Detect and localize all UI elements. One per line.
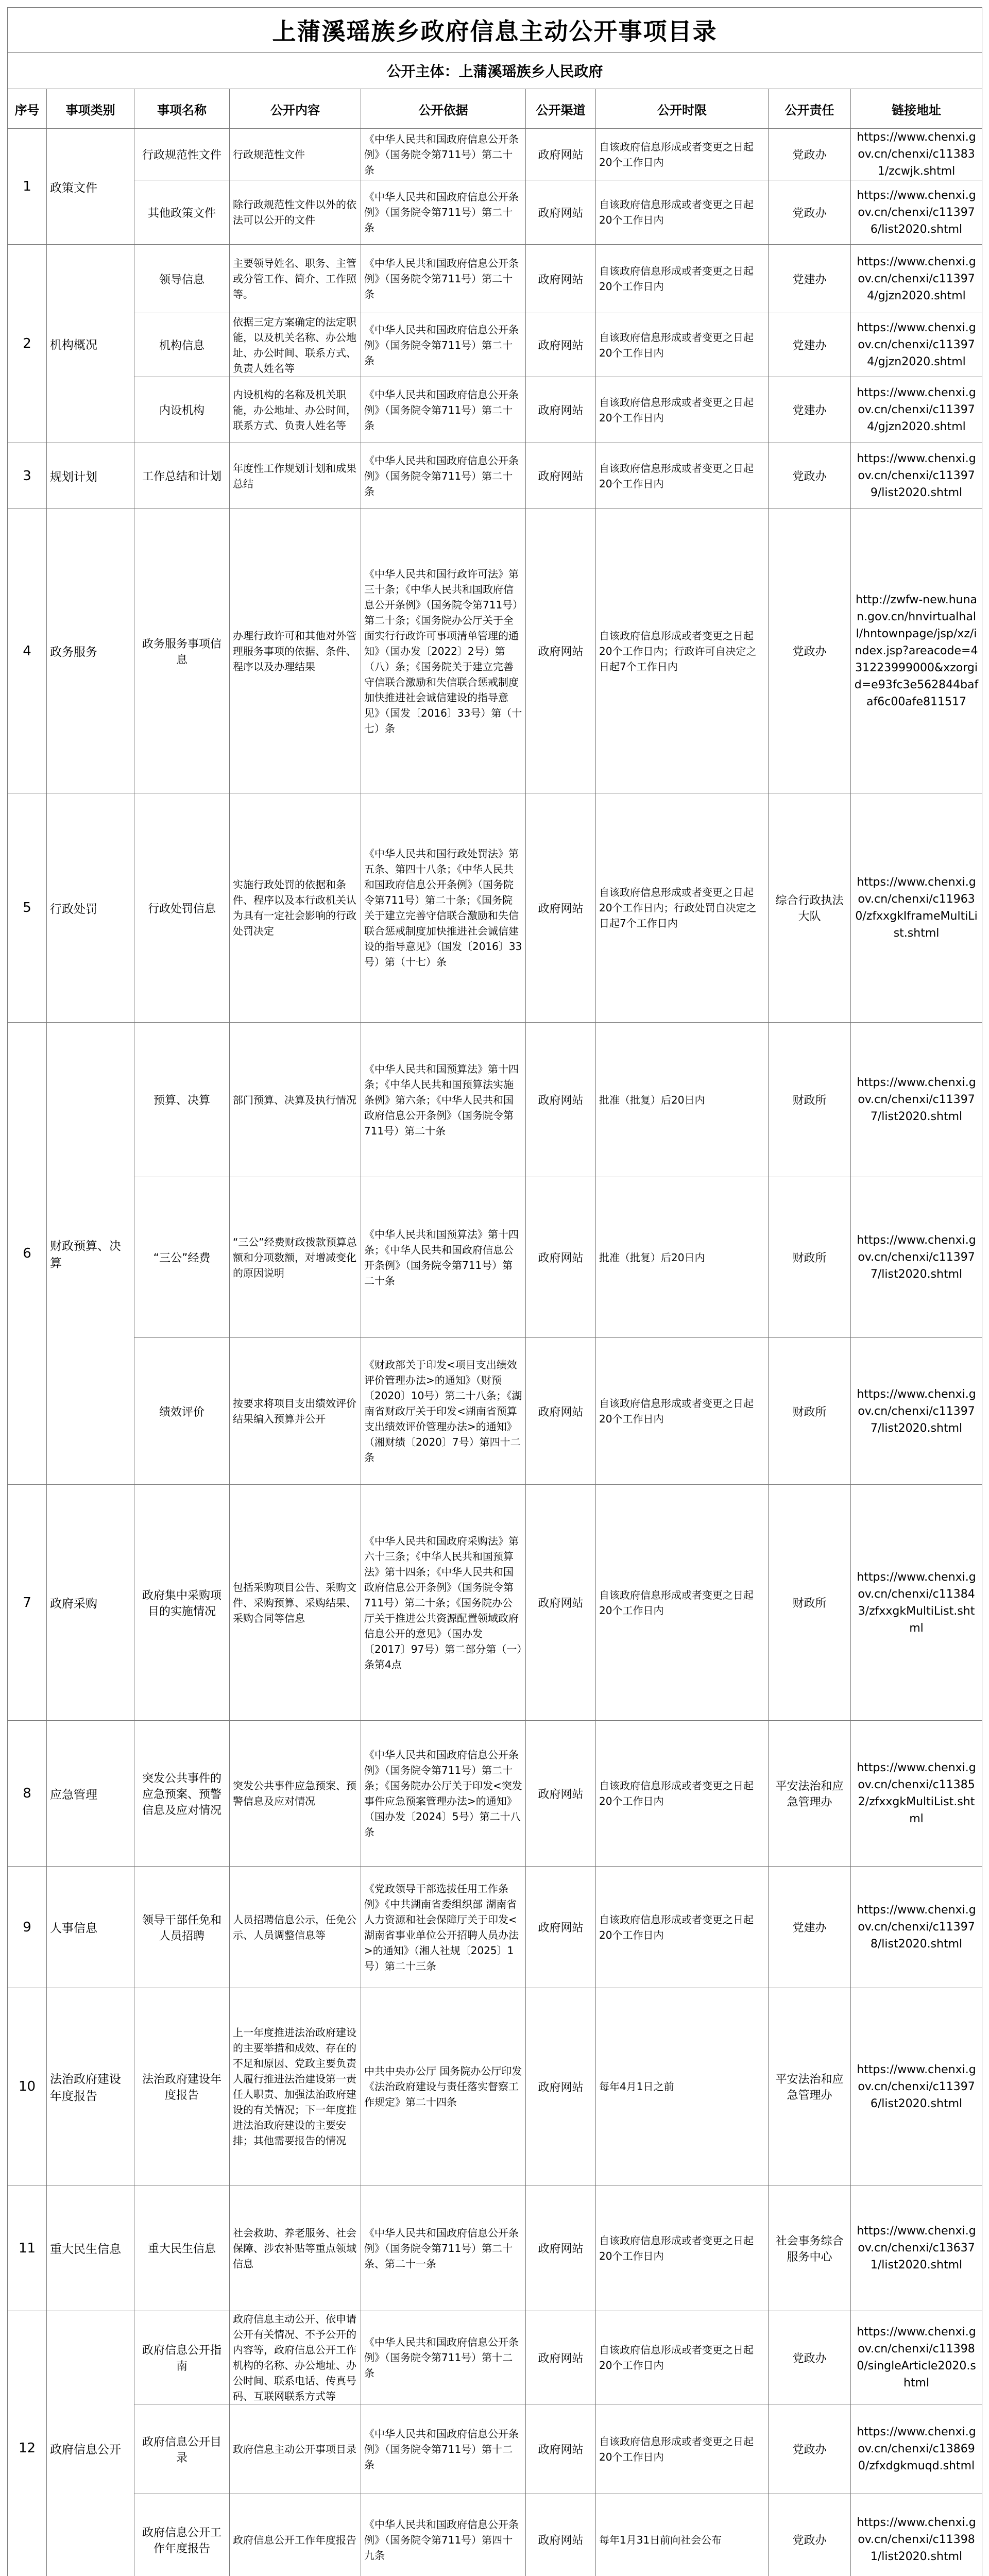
item-content: 除行政规范性文件以外的依法可以公开的文件 — [230, 180, 361, 245]
item-time-limit: 自该政府信息形成或者变更之日起20个工作日内 — [596, 2311, 769, 2404]
item-responsibility: 财政所 — [769, 1023, 851, 1177]
item-channel: 政府网站 — [526, 1338, 596, 1485]
item-time-limit: 批准（批复）后20日内 — [596, 1177, 769, 1338]
item-responsibility: 党政办 — [769, 509, 851, 793]
item-content: 人员招聘信息公示，任免公示、人员调整信息等 — [230, 1867, 361, 1988]
table-row — [8, 509, 982, 793]
item-category: 人事信息 — [47, 1867, 134, 1988]
item-content: 主要领导姓名、职务、主管或分管工作、简介、工作照等。 — [230, 245, 361, 313]
item-time-limit: 自该政府信息形成或者变更之日起20个工作日内 — [596, 1338, 769, 1485]
item-channel: 政府网站 — [526, 1988, 596, 2185]
publisher-subtitle: 公开主体：上蒲溪瑶族乡人民政府 — [8, 53, 982, 89]
item-content: 办理行政许可和其他对外管理服务事项的依据、条件、程序以及办理结果 — [230, 509, 361, 793]
item-name: 其他政策文件 — [134, 180, 230, 245]
item-link[interactable]: https://www.chenxi.gov.cn/chenxi/c113974/gjzn2020.shtml — [857, 255, 976, 302]
item-basis: 《中华人民共和国政府信息公开条例》（国务院令第711号）第二十条；《国务院办公厅关于印发<突发事件应急预案管理办法>的通知》（国办发〔2024〕5号）第二十八条 — [361, 1721, 526, 1867]
item-content: 依据三定方案确定的法定职能，以及机关名称、办公地址、办公时间、联系方式、负责人姓名等 — [230, 313, 361, 377]
item-responsibility: 平安法治和应急管理办 — [769, 1721, 851, 1867]
item-name: 领导信息 — [134, 245, 230, 313]
table-row — [8, 2311, 982, 2404]
item-link[interactable]: https://www.chenxi.gov.cn/chenxi/c113979/list2020.shtml — [857, 452, 976, 499]
item-name: 突发公共事件的应急预案、预警信息及应对情况 — [134, 1721, 230, 1867]
item-time-limit: 自该政府信息形成或者变更之日起20个工作日内；行政处罚自决定之日起7个工作日内 — [596, 793, 769, 1023]
disclosure-catalog-table — [7, 7, 982, 2576]
item-responsibility: 综合行政执法大队 — [769, 793, 851, 1023]
item-content: 政府信息主动公开、依申请公开有关情况、不予公开的内容等，政府信息公开工作机构的名称、办公地址、办公时间、联系电话、传真号码、互联网联系方式等 — [230, 2311, 361, 2404]
item-responsibility: 党政办 — [769, 2404, 851, 2494]
item-responsibility: 党政办 — [769, 443, 851, 509]
item-channel: 政府网站 — [526, 377, 596, 443]
table-row — [8, 793, 982, 1023]
item-link-cell — [851, 1988, 982, 2185]
header-item-name: 事项名称 — [134, 89, 230, 129]
item-category: 财政预算、决算 — [47, 1023, 134, 1485]
item-basis: 《党政领导干部选拔任用工作条例》《中共湖南省委组织部 湖南省人力资源和社会保障厅关于印发<湖南省事业单位公开招聘人员办法>的通知》（湘人社规〔2025〕1号）第二十三条 — [361, 1867, 526, 1988]
item-time-limit: 自该政府信息形成或者变更之日起20个工作日内 — [596, 313, 769, 377]
item-channel: 政府网站 — [526, 245, 596, 313]
item-link[interactable]: https://www.chenxi.gov.cn/chenxi/c113976/list2020.shtml — [857, 189, 976, 236]
item-channel: 政府网站 — [526, 1485, 596, 1721]
item-channel: 政府网站 — [526, 1721, 596, 1867]
item-link[interactable]: https://www.chenxi.gov.cn/chenxi/c113974/gjzn2020.shtml — [857, 386, 976, 433]
item-content: 社会救助、养老服务、社会保障、涉农补贴等重点领域信息 — [230, 2185, 361, 2311]
item-basis: 《中华人民共和国政府信息公开条例》（国务院令第711号）第十二条 — [361, 2311, 526, 2404]
item-responsibility: 财政所 — [769, 1485, 851, 1721]
item-time-limit: 自该政府信息形成或者变更之日起20个工作日内；行政许可自决定之日起7个工作日内 — [596, 509, 769, 793]
item-responsibility: 平安法治和应急管理办 — [769, 1988, 851, 2185]
item-category: 应急管理 — [47, 1721, 134, 1867]
item-responsibility: 财政所 — [769, 1177, 851, 1338]
item-responsibility: 党政办 — [769, 2311, 851, 2404]
item-link-cell — [851, 793, 982, 1023]
item-responsibility: 党政办 — [769, 2494, 851, 2576]
table-row — [8, 180, 982, 245]
item-link-cell — [851, 1177, 982, 1338]
item-link[interactable]: https://www.chenxi.gov.cn/chenxi/c119630/zfxxgkIframeMultiList.shtml — [855, 876, 978, 940]
item-channel: 政府网站 — [526, 2311, 596, 2404]
item-name: 政府信息公开指南 — [134, 2311, 230, 2404]
row-number: 7 — [8, 1485, 47, 1721]
item-time-limit: 每年4月1日之前 — [596, 1988, 769, 2185]
item-time-limit: 自该政府信息形成或者变更之日起20个工作日内 — [596, 1485, 769, 1721]
item-basis: 《中华人民共和国政府信息公开条例》（国务院令第711号）第二十条 — [361, 245, 526, 313]
item-category: 规划计划 — [47, 443, 134, 509]
row-number: 10 — [8, 1988, 47, 2185]
item-basis: 《中华人民共和国政府信息公开条例》（国务院令第711号）第二十条 — [361, 377, 526, 443]
item-content: 年度性工作规划计划和成果总结 — [230, 443, 361, 509]
item-link-cell — [851, 1721, 982, 1867]
item-category: 法治政府建设年度报告 — [47, 1988, 134, 2185]
item-link-cell — [851, 1338, 982, 1485]
item-basis: 《中华人民共和国行政处罚法》第五条、第四十八条；《中华人民共和国政府信息公开条例》（国务院令第711号）第二十条；《国务院关于建立完善守信联合激励和失信联合惩戒制度加快推进社会诚信建设的指导意见》（国发〔2016〕33号）第（十七）条 — [361, 793, 526, 1023]
item-basis: 《中华人民共和国政府信息公开条例》（国务院令第711号）第四十九条 — [361, 2494, 526, 2576]
item-channel: 政府网站 — [526, 180, 596, 245]
row-number: 11 — [8, 2185, 47, 2311]
item-name: 机构信息 — [134, 313, 230, 377]
item-channel: 政府网站 — [526, 1023, 596, 1177]
item-basis: 《中华人民共和国预算法》第十四条；《中华人民共和国政府信息公开条例》（国务院令第711号）第二十条 — [361, 1177, 526, 1338]
table-row — [8, 1721, 982, 1867]
item-name: 政府集中采购项目的实施情况 — [134, 1485, 230, 1721]
item-responsibility: 党建办 — [769, 313, 851, 377]
item-name: 内设机构 — [134, 377, 230, 443]
item-link[interactable]: https://www.chenxi.gov.cn/chenxi/c136371/list2020.shtml — [857, 2225, 976, 2272]
item-basis: 《中华人民共和国政府信息公开条例》（国务院令第711号）第二十条 — [361, 180, 526, 245]
item-name: 行政规范性文件 — [134, 129, 230, 180]
item-channel: 政府网站 — [526, 313, 596, 377]
item-time-limit: 自该政府信息形成或者变更之日起20个工作日内 — [596, 1867, 769, 1988]
item-link-cell — [851, 245, 982, 313]
item-basis: 中共中央办公厅 国务院办公厅印发《法治政府建设与责任落实督察工作规定》第二十四条 — [361, 1988, 526, 2185]
item-name: 重大民生信息 — [134, 2185, 230, 2311]
item-content: 包括采购项目公告、采购文件、采购预算、采购结果、采购合同等信息 — [230, 1485, 361, 1721]
item-content: 政府信息主动公开事项目录 — [230, 2404, 361, 2494]
item-content: “三公”经费财政拨款预算总额和分项数额，对增减变化的原因说明 — [230, 1177, 361, 1338]
row-number: 9 — [8, 1867, 47, 1988]
item-basis: 《中华人民共和国预算法》第十四条；《中华人民共和国预算法实施条例》第六条；《中华人民共和国政府信息公开条例》（国务院令第711号）第二十条 — [361, 1023, 526, 1177]
item-link-cell — [851, 2185, 982, 2311]
row-number: 4 — [8, 509, 47, 793]
item-category: 政策文件 — [47, 129, 134, 245]
item-content: 部门预算、决算及执行情况 — [230, 1023, 361, 1177]
item-link-cell — [851, 2404, 982, 2494]
item-link-cell — [851, 180, 982, 245]
item-link[interactable]: https://www.chenxi.gov.cn/chenxi/c113976/list2020.shtml — [857, 2063, 976, 2110]
item-time-limit: 批准（批复）后20日内 — [596, 1023, 769, 1177]
header-category: 事项类别 — [47, 89, 134, 129]
page-title: 上蒲溪瑶族乡政府信息主动公开事项目录 — [8, 8, 982, 53]
item-link-cell — [851, 443, 982, 509]
item-responsibility: 党建办 — [769, 1867, 851, 1988]
table-row — [8, 2185, 982, 2311]
item-responsibility: 社会事务综合服务中心 — [769, 2185, 851, 2311]
item-link-cell — [851, 2311, 982, 2404]
item-content: 内设机构的名称及机关职能，办公地址、办公时间，联系方式、负责人姓名等 — [230, 377, 361, 443]
item-link-cell — [851, 509, 982, 793]
row-number: 3 — [8, 443, 47, 509]
table-row — [8, 443, 982, 509]
item-link[interactable]: https://www.chenxi.gov.cn/chenxi/c113852/zfxxgkMultiList.shtml — [857, 1761, 976, 1825]
table-row — [8, 1988, 982, 2185]
table-row — [8, 377, 982, 443]
table-row — [8, 129, 982, 180]
item-basis: 《中华人民共和国政府信息公开条例》（国务院令第711号）第二十条 — [361, 443, 526, 509]
item-link-cell — [851, 1023, 982, 1177]
item-link-cell — [851, 1867, 982, 1988]
header-link: 链接地址 — [851, 89, 982, 129]
item-responsibility: 财政所 — [769, 1338, 851, 1485]
item-responsibility: 党政办 — [769, 180, 851, 245]
item-basis: 《中华人民共和国政府采购法》第六十三条；《中华人民共和国预算法》第十四条；《中华人民共和国政府信息公开条例》（国务院令第711号）第二十条；《国务院办公厅关于推进公共资源配置领域政府信息公开的意见》（国办发〔2017〕97号）第二部分第（一）条第4点 — [361, 1485, 526, 1721]
item-category: 重大民生信息 — [47, 2185, 134, 2311]
row-number: 1 — [8, 129, 47, 245]
item-name: 行政处罚信息 — [134, 793, 230, 1023]
header-row — [8, 89, 982, 129]
item-category: 政府采购 — [47, 1485, 134, 1721]
item-time-limit: 自该政府信息形成或者变更之日起20个工作日内 — [596, 180, 769, 245]
table-row — [8, 2494, 982, 2576]
item-link-cell — [851, 2494, 982, 2576]
row-number: 8 — [8, 1721, 47, 1867]
header-no: 序号 — [8, 89, 47, 129]
row-number: 5 — [8, 793, 47, 1023]
item-category: 政府信息公开 — [47, 2311, 134, 2576]
item-time-limit: 自该政府信息形成或者变更之日起20个工作日内 — [596, 2185, 769, 2311]
item-link[interactable]: https://www.chenxi.gov.cn/chenxi/c113831/zcwjk.shtml — [857, 131, 976, 178]
item-time-limit: 自该政府信息形成或者变更之日起20个工作日内 — [596, 129, 769, 180]
item-basis: 《中华人民共和国政府信息公开条例》（国务院令第711号）第二十条 — [361, 129, 526, 180]
item-channel: 政府网站 — [526, 1867, 596, 1988]
item-link-cell — [851, 1485, 982, 1721]
item-category: 机构概况 — [47, 245, 134, 443]
item-content: 实施行政处罚的依据和条件、程序以及本行政机关认为具有一定社会影响的行政处罚决定 — [230, 793, 361, 1023]
row-number: 6 — [8, 1023, 47, 1485]
item-channel: 政府网站 — [526, 443, 596, 509]
item-channel: 政府网站 — [526, 2494, 596, 2576]
item-channel: 政府网站 — [526, 2185, 596, 2311]
table-row — [8, 1177, 982, 1338]
item-time-limit: 自该政府信息形成或者变更之日起20个工作日内 — [596, 377, 769, 443]
item-responsibility: 党建办 — [769, 377, 851, 443]
table-row — [8, 2404, 982, 2494]
item-link[interactable]: https://www.chenxi.gov.cn/chenxi/c113977/list2020.shtml — [857, 1387, 976, 1435]
header-content: 公开内容 — [230, 89, 361, 129]
item-channel: 政府网站 — [526, 129, 596, 180]
item-link[interactable]: https://www.chenxi.gov.cn/chenxi/c113974/gjzn2020.shtml — [857, 321, 976, 368]
header-channel: 公开渠道 — [526, 89, 596, 129]
item-content: 按要求将项目支出绩效评价结果编入预算并公开 — [230, 1338, 361, 1485]
item-link-cell — [851, 313, 982, 377]
item-link-cell — [851, 377, 982, 443]
table-row — [8, 1485, 982, 1721]
row-number: 2 — [8, 245, 47, 443]
table-row — [8, 245, 982, 313]
item-channel: 政府网站 — [526, 509, 596, 793]
header-responsibility: 公开责任 — [769, 89, 851, 129]
item-content: 政府信息公开工作年度报告 — [230, 2494, 361, 2576]
item-responsibility: 党政办 — [769, 129, 851, 180]
header-time-limit: 公开时限 — [596, 89, 769, 129]
item-link[interactable]: https://www.chenxi.gov.cn/chenxi/c113978/list2020.shtml — [857, 1904, 976, 1951]
table-row — [8, 1338, 982, 1485]
item-link[interactable]: https://www.chenxi.gov.cn/chenxi/c113977/list2020.shtml — [857, 1076, 976, 1123]
item-link[interactable]: https://www.chenxi.gov.cn/chenxi/c113981/list2020.shtml — [857, 2516, 976, 2563]
item-channel: 政府网站 — [526, 793, 596, 1023]
item-name: “三公”经费 — [134, 1177, 230, 1338]
table-row — [8, 313, 982, 377]
item-channel: 政府网站 — [526, 1177, 596, 1338]
row-number: 12 — [8, 2311, 47, 2576]
item-time-limit: 自该政府信息形成或者变更之日起20个工作日内 — [596, 443, 769, 509]
item-category: 行政处罚 — [47, 793, 134, 1023]
item-name: 工作总结和计划 — [134, 443, 230, 509]
item-name: 绩效评价 — [134, 1338, 230, 1485]
item-content: 行政规范性文件 — [230, 129, 361, 180]
item-link-cell — [851, 129, 982, 180]
item-link[interactable]: https://www.chenxi.gov.cn/chenxi/c113977/list2020.shtml — [857, 1234, 976, 1281]
table-row — [8, 1867, 982, 1988]
item-basis: 《中华人民共和国政府信息公开条例》（国务院令第711号）第二十条、第二十一条 — [361, 2185, 526, 2311]
table-body — [8, 129, 982, 2576]
item-basis: 《中华人民共和国政府信息公开条例》（国务院令第711号）第二十条 — [361, 313, 526, 377]
table-row — [8, 1023, 982, 1177]
item-name: 政府信息公开工作年度报告 — [134, 2494, 230, 2576]
item-link[interactable]: https://www.chenxi.gov.cn/chenxi/c113980/singleArticle2020.shtml — [857, 2326, 976, 2389]
item-content: 上一年度推进法治政府建设的主要举措和成效、存在的不足和原因、党政主要负责人履行推进法治建设第一责任人职责、加强法治政府建设的有关情况；下一年度推进法治政府建设的主要安排；其他需要报告的情况 — [230, 1988, 361, 2185]
item-time-limit: 自该政府信息形成或者变更之日起20个工作日内 — [596, 2404, 769, 2494]
item-name: 政府信息公开目录 — [134, 2404, 230, 2494]
item-time-limit: 每年1月31日前向社会公布 — [596, 2494, 769, 2576]
item-channel: 政府网站 — [526, 2404, 596, 2494]
item-link[interactable]: http://zwfw-new.hunan.gov.cn/hnvirtualhall/hntownpage/jsp/xz/index.jsp?areacode=431223999000&xzorgid=e93fc3e562844bafaf6c00afe811517 — [854, 594, 979, 708]
item-responsibility: 党建办 — [769, 245, 851, 313]
item-time-limit: 自该政府信息形成或者变更之日起20个工作日内 — [596, 1721, 769, 1867]
item-basis: 《财政部关于印发<项目支出绩效评价管理办法>的通知》（财预〔2020〕10号）第二十八条；《湖南省财政厅关于印发<湖南省预算支出绩效评价管理办法>的通知》（湘财绩〔2020〕7号）第四十二条 — [361, 1338, 526, 1485]
item-category: 政务服务 — [47, 509, 134, 793]
item-content: 突发公共事件应急预案、预警信息及应对情况 — [230, 1721, 361, 1867]
item-time-limit: 自该政府信息形成或者变更之日起20个工作日内 — [596, 245, 769, 313]
item-link[interactable]: https://www.chenxi.gov.cn/chenxi/c138690/zfxdgkmuqd.shtml — [857, 2426, 976, 2472]
item-name: 政务服务事项信息 — [134, 509, 230, 793]
header-basis: 公开依据 — [361, 89, 526, 129]
item-link[interactable]: https://www.chenxi.gov.cn/chenxi/c113843/zfxxgkMultiList.shtml — [857, 1570, 976, 1635]
item-basis: 《中华人民共和国政府信息公开条例》（国务院令第711号）第十二条 — [361, 2404, 526, 2494]
item-name: 领导干部任免和人员招聘 — [134, 1867, 230, 1988]
item-basis: 《中华人民共和国行政许可法》第三十条；《中华人民共和国政府信息公开条例》（国务院令第711号）第二十条；《国务院办公厅关于全面实行行政许可事项清单管理的通知》（国办发〔2022〕2号）第（八）条；《国务院关于建立完善守信联合激励和失信联合惩戒制度加快推进社会诚信建设的指导意见》（国发〔2016〕33号）第（十七）条 — [361, 509, 526, 793]
item-name: 法治政府建设年度报告 — [134, 1988, 230, 2185]
item-name: 预算、决算 — [134, 1023, 230, 1177]
